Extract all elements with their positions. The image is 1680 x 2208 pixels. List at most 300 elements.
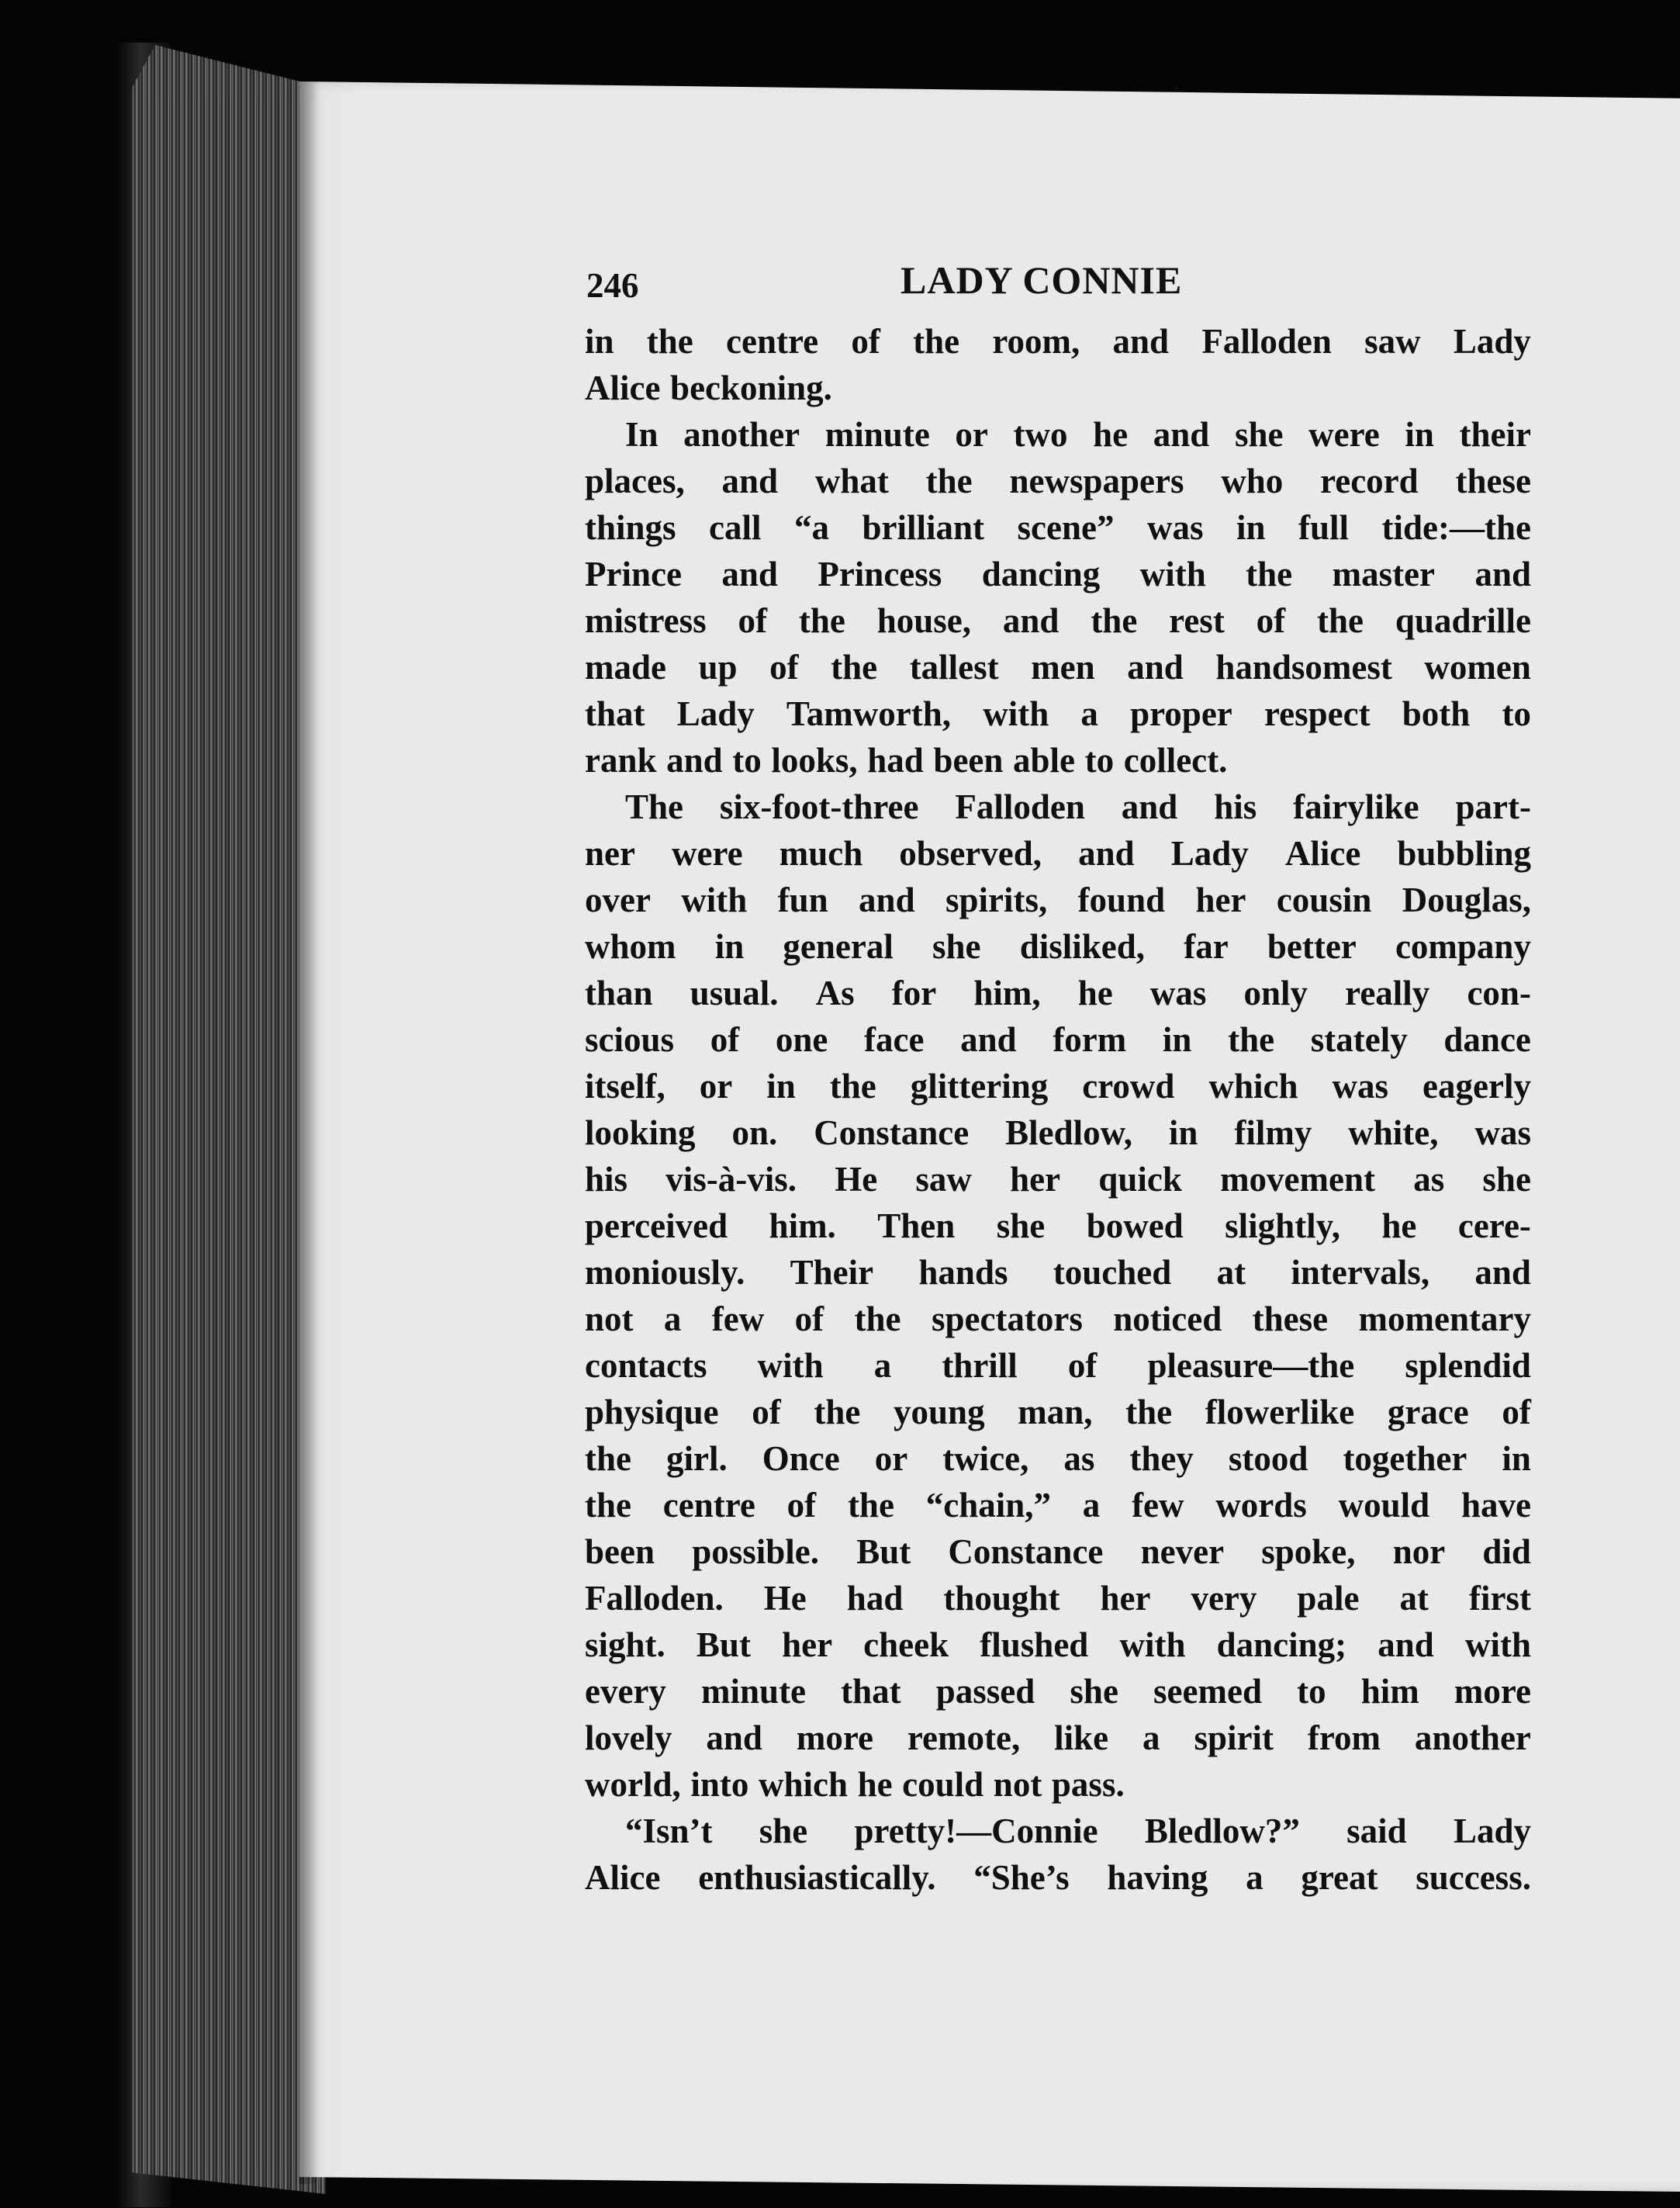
- text-word: which: [758, 1765, 848, 1804]
- running-head: [586, 258, 1509, 312]
- text-word: been: [585, 1532, 655, 1571]
- text-word: as: [1063, 1439, 1095, 1478]
- text-word: were: [1308, 415, 1380, 454]
- text-word: and: [960, 1020, 1017, 1059]
- text-word: crowd: [1082, 1067, 1175, 1106]
- text-line: [585, 1109, 1531, 1156]
- text-word: places,: [585, 462, 685, 500]
- text-word: together: [1343, 1439, 1467, 1478]
- text-word: Princess: [818, 555, 942, 594]
- text-word: or: [699, 1067, 733, 1106]
- text-word: of: [710, 1020, 740, 1059]
- text-word: of: [738, 601, 768, 640]
- text-word: Alice: [1284, 834, 1361, 873]
- text-word: and: [1474, 555, 1531, 594]
- text-word: and: [721, 555, 778, 594]
- text-word: world,: [585, 1765, 681, 1804]
- text-word: his: [1214, 787, 1257, 826]
- text-word: disliked,: [1019, 927, 1146, 966]
- text-word: him: [1360, 1672, 1419, 1711]
- text-word: and: [1378, 1625, 1434, 1664]
- text-word: able: [1013, 741, 1076, 780]
- text-word: her: [782, 1625, 833, 1664]
- text-word: made: [585, 648, 666, 687]
- text-word: slightly,: [1225, 1206, 1340, 1245]
- text-word: dancing;: [1216, 1625, 1347, 1664]
- text-word: few: [1132, 1486, 1184, 1524]
- text-word: from: [1307, 1718, 1381, 1757]
- text-word: Alice: [585, 1858, 661, 1897]
- text-word: words: [1215, 1486, 1307, 1524]
- text-word: another: [1414, 1718, 1531, 1757]
- text-word: things: [585, 508, 676, 547]
- text-word: remote,: [907, 1718, 1021, 1757]
- text-word: Lady: [1453, 322, 1531, 361]
- text-word: the: [798, 601, 845, 640]
- text-line: [585, 1715, 1531, 1761]
- text-word: much: [779, 834, 863, 873]
- text-word: with: [1139, 555, 1206, 594]
- text-word: seemed: [1153, 1672, 1262, 1711]
- text-word: over: [585, 881, 651, 919]
- text-word: his: [585, 1160, 628, 1199]
- text-word: with: [983, 694, 1049, 733]
- text-word: the: [585, 1486, 631, 1524]
- text-word: “chain,”: [925, 1486, 1051, 1524]
- text-word: was: [1474, 1113, 1531, 1152]
- text-word: the: [925, 462, 973, 500]
- text-word: pass.: [1051, 1765, 1125, 1804]
- text-word: that: [841, 1672, 901, 1711]
- text-word: or: [955, 415, 988, 454]
- text-word: more: [1454, 1672, 1531, 1711]
- text-line: [585, 784, 1531, 830]
- text-word: white,: [1348, 1113, 1439, 1152]
- text-word: were: [672, 834, 743, 873]
- text-word: glittering: [910, 1067, 1049, 1106]
- text-word: Lady: [676, 694, 755, 733]
- text-word: thrill: [942, 1346, 1018, 1385]
- text-word: tide:—the: [1381, 508, 1531, 547]
- text-word: general: [783, 927, 894, 966]
- text-word: But: [696, 1625, 751, 1664]
- text-line: [585, 1528, 1531, 1575]
- text-line: [585, 1342, 1531, 1389]
- text-word: Falloden: [955, 787, 1085, 826]
- text-word: on.: [731, 1113, 778, 1152]
- text-word: cere-: [1457, 1206, 1531, 1245]
- text-word: another: [683, 415, 800, 454]
- text-word: of: [752, 1393, 781, 1431]
- text-word: splendid: [1405, 1346, 1531, 1385]
- text-word: momentary: [1358, 1300, 1531, 1338]
- text-word: quadrille: [1395, 601, 1531, 640]
- text-word: newspapers: [1009, 462, 1184, 500]
- text-word: mistress: [585, 601, 707, 640]
- text-word: Prince: [585, 555, 682, 594]
- text-line: [585, 970, 1531, 1016]
- text-word: was: [1149, 974, 1207, 1012]
- text-word: looks,: [771, 741, 858, 780]
- text-word: at: [1216, 1253, 1246, 1292]
- text-line: [585, 737, 1531, 784]
- text-word: in: [1168, 1113, 1198, 1152]
- text-word: rest: [1169, 601, 1225, 640]
- text-word: she: [1482, 1160, 1531, 1199]
- text-word: every: [585, 1672, 666, 1711]
- text-word: looking: [585, 1113, 696, 1152]
- text-word: dancing: [981, 555, 1101, 594]
- text-word: usual.: [690, 974, 779, 1012]
- text-word: far: [1184, 927, 1229, 966]
- text-word: having: [1107, 1858, 1208, 1897]
- text-word: the: [831, 648, 878, 687]
- text-word: pale: [1297, 1579, 1360, 1618]
- text-word: hands: [918, 1253, 1008, 1292]
- text-word: the: [847, 1486, 894, 1524]
- text-word: and: [1078, 834, 1135, 873]
- text-word: for: [891, 974, 937, 1012]
- text-word: not: [585, 1300, 634, 1338]
- text-word: and: [1121, 787, 1178, 826]
- text-word: he: [1093, 415, 1129, 454]
- text-line: [585, 923, 1531, 970]
- text-word: into: [690, 1765, 749, 1804]
- text-word: men: [1031, 648, 1095, 687]
- text-word: her: [1010, 1160, 1061, 1199]
- text-word: enthusiastically.: [698, 1858, 936, 1897]
- text-word: did: [1482, 1532, 1531, 1571]
- text-word: tallest: [909, 648, 999, 687]
- text-word: a: [663, 1300, 682, 1338]
- text-word: and: [1112, 322, 1170, 361]
- text-word: six-foot-three: [719, 787, 919, 826]
- text-word: Bledlow,: [1005, 1113, 1132, 1152]
- text-line: [585, 1854, 1531, 1901]
- page-text: [585, 318, 1531, 1901]
- text-word: he: [1077, 974, 1113, 1012]
- text-word: and: [1153, 415, 1210, 454]
- text-word: spirit: [1194, 1718, 1274, 1757]
- text-word: He: [763, 1579, 807, 1618]
- text-word: been: [933, 741, 1004, 780]
- text-word: they: [1129, 1439, 1194, 1478]
- text-word: But: [856, 1532, 911, 1571]
- text-word: very: [1191, 1579, 1257, 1618]
- text-word: was: [1332, 1067, 1389, 1106]
- page-gutter-shadow: [299, 81, 320, 2184]
- text-line: [585, 504, 1531, 551]
- text-word: ner: [585, 834, 635, 873]
- text-word: and: [1474, 1253, 1531, 1292]
- text-word: her: [1100, 1579, 1151, 1618]
- text-word: of: [851, 322, 880, 361]
- text-word: thought: [943, 1579, 1060, 1618]
- text-word: “She’s: [973, 1858, 1070, 1897]
- text-word: was: [1146, 508, 1204, 547]
- text-word: who: [1221, 462, 1284, 500]
- text-word: these: [1455, 462, 1531, 500]
- text-word: Douglas,: [1402, 881, 1531, 919]
- text-line: [585, 411, 1531, 458]
- text-word: cousin: [1276, 881, 1372, 919]
- text-word: and: [706, 1718, 762, 1757]
- text-word: the: [1091, 601, 1138, 640]
- text-word: Falloden.: [585, 1579, 724, 1618]
- text-line: [585, 318, 1531, 365]
- text-line: [585, 1435, 1531, 1482]
- text-word: in: [1162, 1020, 1192, 1059]
- text-word: part-: [1455, 787, 1531, 826]
- text-word: really: [1345, 974, 1430, 1012]
- text-word: grace: [1387, 1393, 1469, 1431]
- text-word: pretty!—Connie: [854, 1812, 1098, 1850]
- text-word: to: [1502, 694, 1531, 733]
- text-word: quick: [1098, 1160, 1182, 1199]
- text-word: minute: [824, 415, 930, 454]
- text-word: what: [814, 462, 889, 500]
- text-word: one: [775, 1020, 828, 1059]
- text-word: sight.: [585, 1625, 665, 1664]
- text-word: of: [1502, 1393, 1531, 1431]
- text-word: flowerlike: [1205, 1393, 1355, 1431]
- text-word: up: [698, 648, 738, 687]
- text-word: Tamworth,: [786, 694, 952, 733]
- text-word: call: [709, 508, 762, 547]
- text-word: with: [757, 1346, 824, 1385]
- text-word: had: [846, 1579, 904, 1618]
- text-word: and: [1127, 648, 1184, 687]
- text-word: success.: [1416, 1858, 1531, 1897]
- text-word: form: [1053, 1020, 1127, 1059]
- text-line: [585, 1156, 1531, 1203]
- text-line: [585, 1808, 1531, 1854]
- text-word: she: [996, 1206, 1046, 1245]
- text-word: observed,: [899, 834, 1042, 873]
- text-word: their: [1459, 415, 1531, 454]
- text-word: dance: [1443, 1020, 1531, 1059]
- text-word: Once: [762, 1439, 840, 1478]
- text-word: cheek: [863, 1625, 949, 1664]
- text-word: As: [815, 974, 855, 1012]
- text-word: the: [1246, 555, 1293, 594]
- text-word: him.: [769, 1206, 836, 1245]
- text-word: spirits,: [945, 881, 1048, 919]
- text-word: Falloden: [1201, 322, 1332, 361]
- text-word: with: [1464, 1625, 1531, 1664]
- text-word: passed: [935, 1672, 1035, 1711]
- text-word: minute: [701, 1672, 807, 1711]
- text-word: of: [794, 1300, 824, 1338]
- text-word: a: [1082, 1486, 1101, 1524]
- text-word: nor: [1392, 1532, 1446, 1571]
- text-word: more: [796, 1718, 873, 1757]
- text-word: she: [932, 927, 981, 966]
- text-word: Constance: [814, 1113, 970, 1152]
- text-word: the: [1317, 601, 1364, 640]
- text-word: centre: [662, 1486, 755, 1524]
- text-word: He: [835, 1160, 878, 1199]
- text-word: young: [894, 1393, 985, 1431]
- text-word: the: [585, 1439, 631, 1478]
- text-word: she: [759, 1812, 808, 1850]
- text-word: respect: [1263, 694, 1371, 733]
- text-word: centre: [726, 322, 819, 361]
- text-word: Lady: [1170, 834, 1249, 873]
- text-line: [585, 690, 1531, 737]
- text-word: whom: [585, 927, 676, 966]
- text-word: with: [1119, 1625, 1186, 1664]
- text-word: lovely: [585, 1718, 672, 1757]
- text-word: face: [864, 1020, 925, 1059]
- text-word: possible.: [692, 1532, 819, 1571]
- text-word: of: [769, 648, 799, 687]
- text-line: [585, 365, 1531, 411]
- text-word: could: [902, 1765, 984, 1804]
- text-word: movement: [1220, 1160, 1375, 1199]
- text-word: in: [585, 322, 614, 361]
- text-word: rank: [585, 741, 657, 780]
- text-line: [585, 1296, 1531, 1342]
- text-word: handsomest: [1215, 648, 1392, 687]
- text-line: [585, 597, 1531, 644]
- text-word: intervals,: [1291, 1253, 1430, 1292]
- text-word: the: [814, 1393, 861, 1431]
- text-word: Constance: [948, 1532, 1104, 1571]
- text-word: two: [1013, 415, 1068, 454]
- text-word: scious: [585, 1020, 675, 1059]
- text-word: better: [1267, 927, 1357, 966]
- text-word: like: [1054, 1718, 1109, 1757]
- text-word: spectators: [931, 1300, 1083, 1338]
- text-word: pleasure—the: [1147, 1346, 1355, 1385]
- text-word: company: [1395, 927, 1531, 966]
- text-word: In: [625, 415, 659, 454]
- text-word: she: [1234, 415, 1284, 454]
- text-word: found: [1077, 881, 1166, 919]
- book-page-edges: [132, 45, 326, 2194]
- text-word: not: [993, 1765, 1042, 1804]
- text-word: itself,: [585, 1067, 665, 1106]
- text-word: of: [1256, 601, 1286, 640]
- text-word: bubbling: [1397, 834, 1531, 873]
- text-word: had: [867, 741, 924, 780]
- text-line: [585, 458, 1531, 504]
- text-word: Alice: [585, 369, 661, 407]
- text-word: the: [854, 1300, 901, 1338]
- text-line: [585, 1203, 1531, 1249]
- text-word: Lady: [1453, 1812, 1531, 1850]
- text-line: [585, 877, 1531, 923]
- text-word: Then: [877, 1206, 956, 1245]
- text-word: and: [1002, 601, 1060, 640]
- text-word: saw: [915, 1160, 972, 1199]
- text-word: in: [766, 1067, 796, 1106]
- text-word: master: [1332, 555, 1436, 594]
- text-word: full: [1298, 508, 1350, 547]
- text-word: scene”: [1017, 508, 1115, 547]
- text-word: stately: [1310, 1020, 1408, 1059]
- text-line: [585, 551, 1531, 597]
- text-word: twice,: [942, 1439, 1029, 1478]
- text-word: the: [829, 1067, 876, 1106]
- text-word: and: [859, 881, 915, 919]
- text-word: fun: [777, 881, 828, 919]
- text-word: Bledlow?”: [1144, 1812, 1300, 1850]
- text-line: [585, 1249, 1531, 1296]
- text-word: of: [1067, 1346, 1098, 1385]
- text-word: in: [1236, 508, 1266, 547]
- text-word: which: [1208, 1067, 1298, 1106]
- running-title: LADY CONNIE: [900, 258, 1183, 302]
- text-word: great: [1301, 1858, 1378, 1897]
- text-word: both: [1402, 694, 1471, 733]
- text-word: contacts: [585, 1346, 707, 1385]
- text-word: bowed: [1086, 1206, 1184, 1245]
- text-word: with: [681, 881, 748, 919]
- text-word: at: [1399, 1579, 1429, 1618]
- text-word: “Isn’t: [625, 1812, 713, 1850]
- text-word: flushed: [980, 1625, 1089, 1664]
- text-word: noticed: [1113, 1300, 1222, 1338]
- text-line: [585, 1016, 1531, 1063]
- text-word: women: [1424, 648, 1531, 687]
- text-word: or: [874, 1439, 908, 1478]
- text-word: said: [1346, 1812, 1407, 1850]
- text-line: [585, 1668, 1531, 1715]
- text-word: brilliant: [862, 508, 985, 547]
- text-word: and: [721, 462, 779, 500]
- text-line: [585, 1389, 1531, 1435]
- text-word: man,: [1018, 1393, 1093, 1431]
- text-word: these: [1252, 1300, 1329, 1338]
- text-word: touched: [1053, 1253, 1172, 1292]
- text-word: as: [1413, 1160, 1445, 1199]
- text-word: a: [1142, 1718, 1160, 1757]
- text-word: her: [1195, 881, 1246, 919]
- text-word: vis-à-vis.: [665, 1160, 797, 1199]
- text-word: him,: [973, 974, 1041, 1012]
- text-word: saw: [1364, 322, 1421, 361]
- text-word: the: [1228, 1020, 1275, 1059]
- text-line: [585, 1621, 1531, 1668]
- text-line: [585, 1761, 1531, 1808]
- text-word: have: [1460, 1486, 1531, 1524]
- text-word: “a: [794, 508, 830, 547]
- text-word: eagerly: [1422, 1067, 1531, 1106]
- text-word: beckoning.: [670, 369, 832, 407]
- text-word: in: [1502, 1439, 1531, 1478]
- text-word: house,: [876, 601, 972, 640]
- text-word: record: [1320, 462, 1419, 500]
- text-word: proper: [1130, 694, 1232, 733]
- text-word: a: [1080, 694, 1098, 733]
- text-word: would: [1338, 1486, 1430, 1524]
- text-word: few: [711, 1300, 765, 1338]
- text-line: [585, 1063, 1531, 1109]
- page-number: 246: [586, 266, 639, 305]
- text-word: physique: [585, 1393, 719, 1431]
- text-line: [585, 644, 1531, 690]
- text-word: to: [1297, 1672, 1326, 1711]
- text-word: of: [786, 1486, 817, 1524]
- text-word: the: [913, 322, 960, 361]
- text-word: than: [585, 974, 653, 1012]
- text-word: the: [646, 322, 693, 361]
- text-word: filmy: [1234, 1113, 1312, 1152]
- text-word: the: [1125, 1393, 1173, 1431]
- text-word: stood: [1228, 1439, 1308, 1478]
